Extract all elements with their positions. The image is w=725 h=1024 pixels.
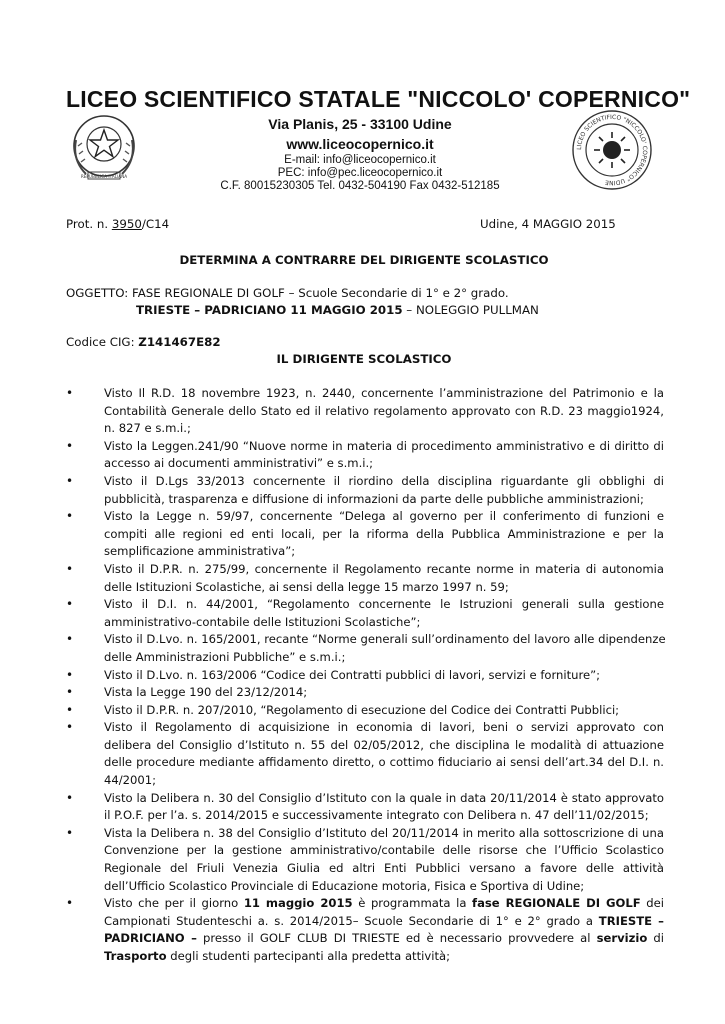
list-item xyxy=(60,631,664,666)
list-item-line: • Visto il Regolamento di acquisizione in economia di lavori, beni o servizi approvato con xyxy=(104,720,664,735)
list-item-line: amministrativo-contabile delle Istituzioni Scolastiche”; xyxy=(104,614,421,629)
list-item xyxy=(60,473,664,508)
list-item xyxy=(60,719,664,789)
school-website[interactable]: www.liceocopernico.it xyxy=(286,136,434,152)
list-item-line: • Visto il D.Lgs 33/2013 concernente il riordino della disciplina riguardante gli obblighi di xyxy=(104,473,664,488)
list-item-line: delibera del Consiglio d’Istituto n. 55 del 02/05/2012, che disciplina le modalità di attuazione xyxy=(104,737,664,752)
list-item xyxy=(60,702,664,720)
list-item-line: delle Amministrazioni Pubbliche” e s.m.i.; xyxy=(104,649,346,664)
subject-line-2: TRIESTE – PADRICIANO 11 MAGGIO 2015 – NOLEGGIO PULLMAN xyxy=(136,303,539,317)
list-item-line: semplificazione amministrativa”; xyxy=(104,544,296,559)
list-item-line: • Visto la Legge n. 59/97, concernente “Delega al governo per il conferimento di funzioni e xyxy=(104,509,664,524)
list-item-line: • Vista la Legge 190 del 23/12/2014; xyxy=(104,685,308,700)
list-item-line: n. 827 e s.m.i.; xyxy=(104,421,191,436)
seal-left-text: REPUBBLICA ITALIANA xyxy=(80,174,128,179)
list-item-line: 44/2001; xyxy=(104,773,157,788)
protocol-number: Prot. n. 3950/C14 xyxy=(66,217,170,231)
list-item: • Visto che per il giorno 11 maggio 2015 è programmata la fase REGIONALE DI GOLF dei Campionati Studenteschi a. s. 2014/2015– Scuole Secondarie di 1° e 2° grado a TRIESTE – PADRICIANO – presso il GOLF CLUB DI TRIESTE ed è necessario provvedere al servizio di Trasporto degli studenti partecipanti alla predetta attività; xyxy=(60,895,664,965)
list-item-line: • Visto la Delibera n. 30 del Consiglio d’Istituto con la quale in data 20/11/2014 è stato approvato xyxy=(104,790,664,805)
list-item-line: • Visto il D.Lvo. n. 165/2001, recante “Norme generali sull’ordinamento del lavoro alle dipendenze xyxy=(104,632,666,647)
list-item-line: • Visto il D.Lvo. n. 163/2006 “Codice dei Contratti pubblici di lavori, servizi e forniture”; xyxy=(104,667,601,682)
list-item-line: compiti alle regioni ed enti locali, per la riforma della Pubblica Amministrazione e per la xyxy=(104,526,664,541)
school-seal-icon xyxy=(570,108,654,192)
list-item-line: accesso ai documenti amministrativi” e s.m.i.; xyxy=(104,456,374,471)
seal-right-text: LICEO SCIENTIFICO "NICCOLO' COPERNICO" UDINE xyxy=(575,113,649,187)
place-date: Udine, 4 MAGGIO 2015 xyxy=(480,217,616,231)
premises-list xyxy=(60,385,664,966)
list-item-line: • Vista la Delibera n. 38 del Consiglio d’Istituto del 20/11/2014 in merito alla sottoscrizione di una xyxy=(104,825,664,840)
list-item-line: pubblicità, trasparenza e diffusione di informazioni da parte delle pubbliche amministrazioni; xyxy=(104,491,644,506)
list-item xyxy=(60,385,664,438)
school-fiscal-info: C.F. 80015230305 Tel. 0432-504190 Fax 0432-512185 xyxy=(220,180,500,192)
school-name: LICEO SCIENTIFICO STATALE "NICCOLO' COPERNICO" xyxy=(66,86,691,112)
list-item-line: • Visto il D.I. n. 44/2001, “Regolamento concernente le Istruzioni generali sulla gestione xyxy=(104,597,664,612)
list-item-line: Convenzione per la gestione amministrativo/contabile delle risorse che l’Ufficio Scolastico xyxy=(104,843,664,858)
republic-emblem-icon xyxy=(66,110,142,186)
list-item-line: • Visto il D.P.R. n. 207/2010, “Regolamento di esecuzione del Codice dei Contratti Pubblici; xyxy=(104,702,620,717)
list-item-line: • Visto Il R.D. 18 novembre 1923, n. 2440, concernente l’amministrazione del Patrimonio e la xyxy=(104,386,664,400)
list-item xyxy=(60,561,664,596)
list-item xyxy=(60,596,664,631)
school-address: Via Planis, 25 - 33100 Udine xyxy=(268,116,452,132)
list-item-line: • Visto il D.P.R. n. 275/99, concernente il Regolamento recante norme in materia di autonomia xyxy=(104,561,664,576)
list-item xyxy=(60,667,664,685)
list-item xyxy=(60,508,664,561)
document-title: DETERMINA A CONTRARRE DEL DIRIGENTE SCOLASTICO xyxy=(179,253,549,267)
school-email[interactable]: E-mail: info@liceocopernico.it xyxy=(284,154,436,166)
list-item xyxy=(60,790,664,825)
list-item-line: il P.O.F. per l’a. s. 2014/2015 e successivamente integrato con Delibera n. 47 dell’11/02/2015; xyxy=(104,808,649,823)
list-item-line: dell’Ufficio Scolastico Provinciale di Educazione motoria, Fisica e Sportiva di Udine; xyxy=(104,878,585,893)
list-item-line: Contabilità Generale dello Stato ed il relativo regolamento approvato con R.D. 23 maggio1924, xyxy=(104,403,664,418)
list-item-line: • Visto la Leggen.241/90 “Nuove norme in materia di procedimento amministrativo e di diritto di xyxy=(104,438,664,453)
list-item-line: delle procedure mediante affidamento diretto, o cottimo fiduciario ai sensi dell’art.34 del D.I. n. xyxy=(104,755,664,770)
section-heading: IL DIRIGENTE SCOLASTICO xyxy=(276,352,452,366)
school-pec[interactable]: PEC: info@pec.liceocopernico.it xyxy=(277,167,443,179)
cig-code: Codice CIG: Z141467E82 xyxy=(66,335,221,349)
list-item xyxy=(60,825,664,895)
list-item xyxy=(60,684,664,702)
list-item-line: delle Istituzioni Scolastiche, ai sensi della legge 15 marzo 1997 n. 59; xyxy=(104,579,509,594)
list-item-line: Regionale del Friuli Venezia Giulia ed altri Enti Pubblici versano a favore delle attività xyxy=(104,861,664,876)
list-item xyxy=(60,438,664,473)
subject-line-1: OGGETTO: FASE REGIONALE DI GOLF – Scuole Secondarie di 1° e 2° grado. xyxy=(66,286,509,300)
